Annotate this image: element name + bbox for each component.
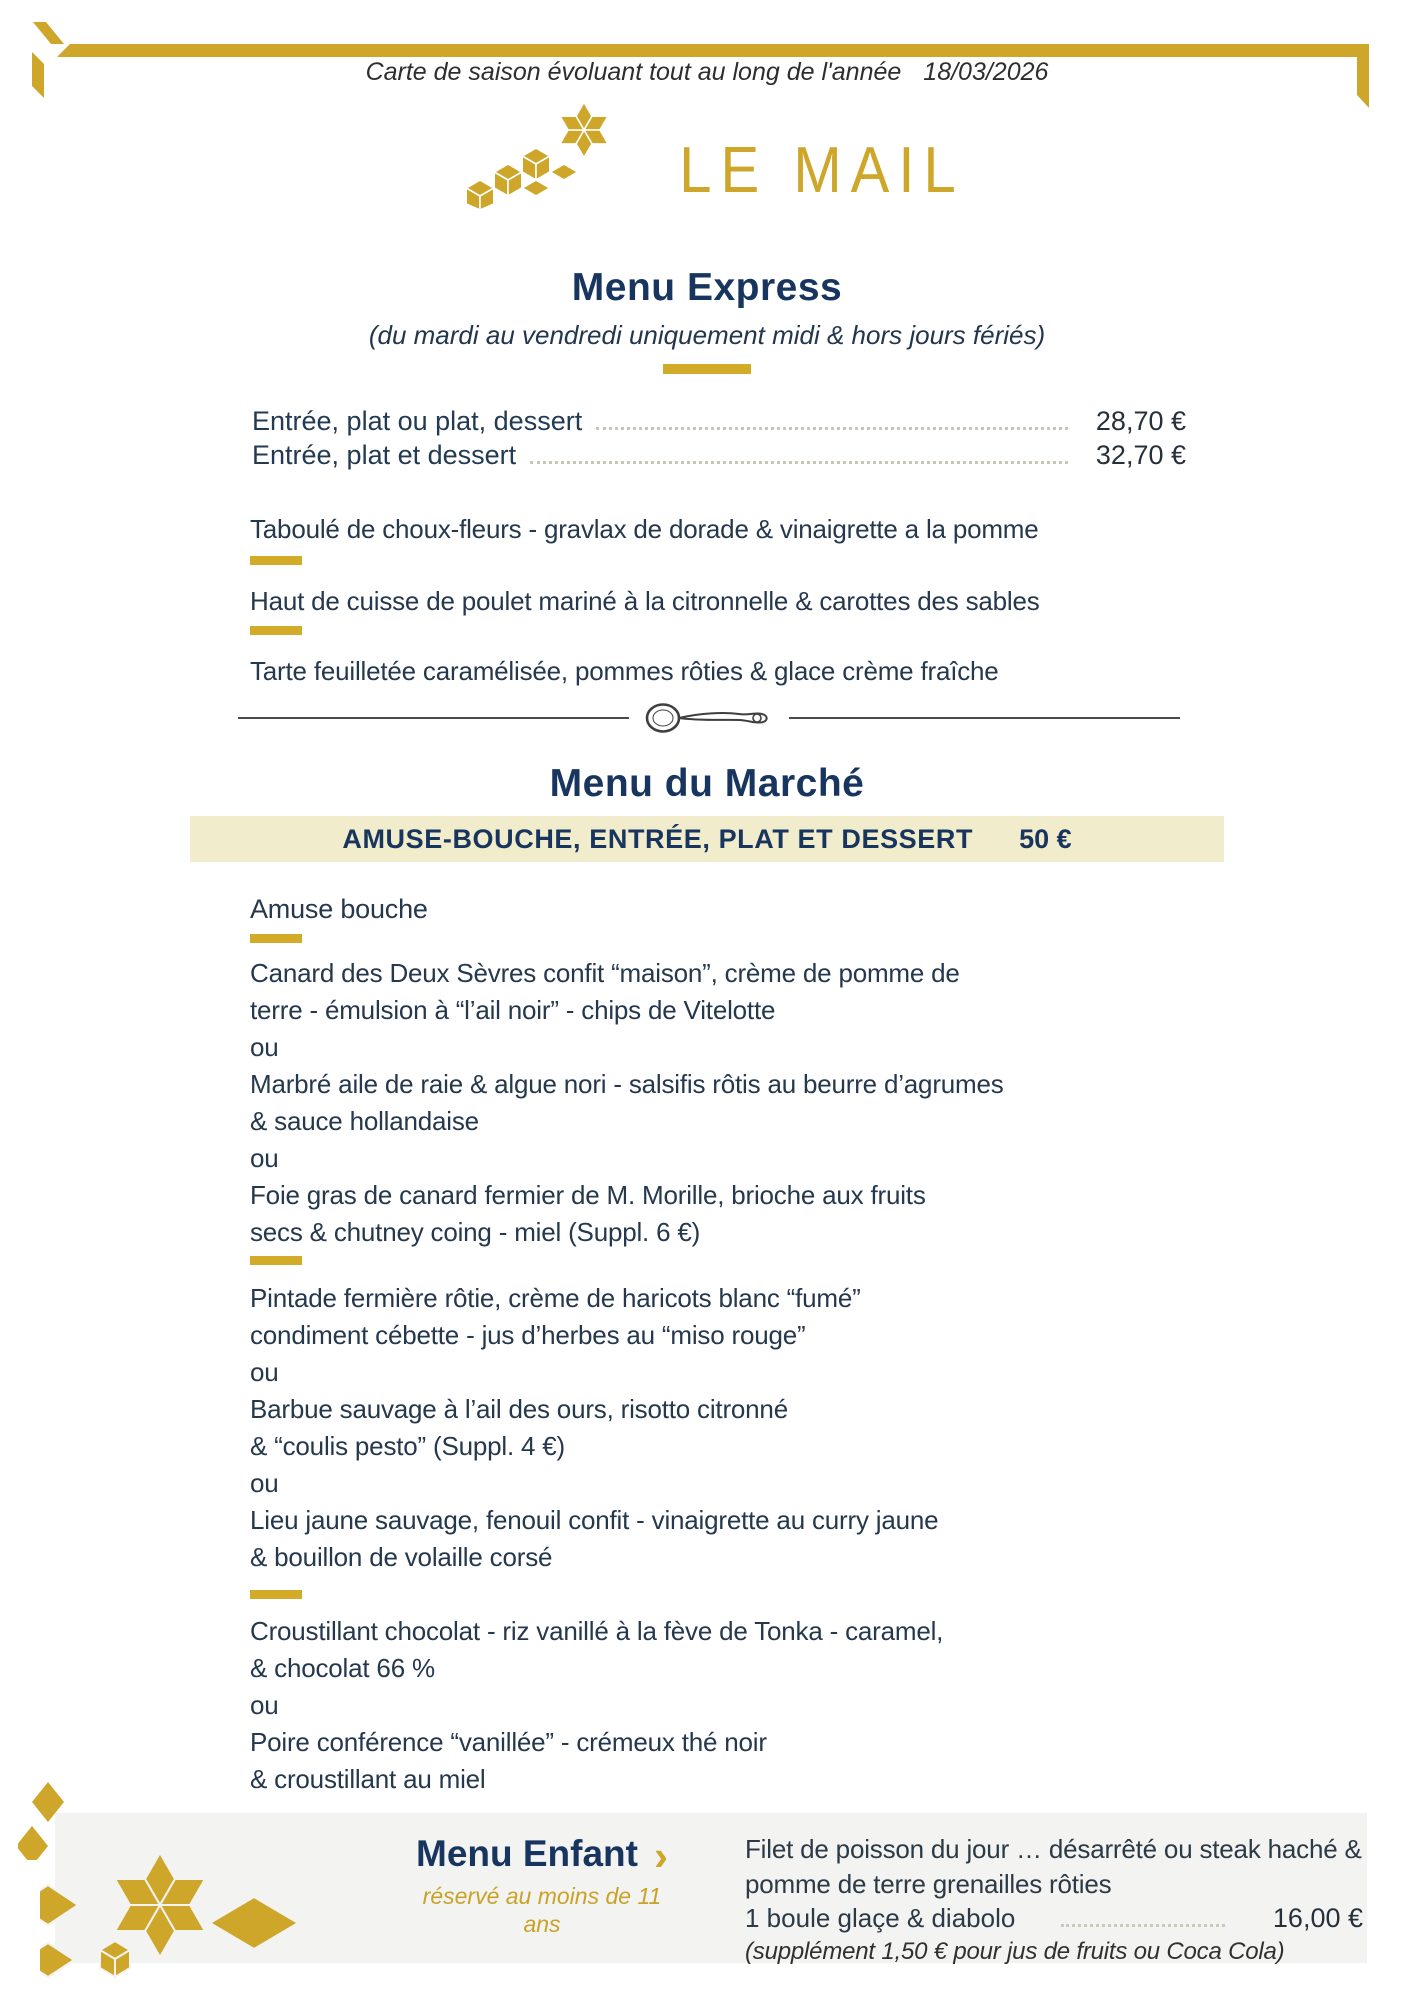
dotted-leader	[530, 460, 1068, 464]
enfant-dish-line: Filet de poisson du jour … désarrêté ou steak haché &	[745, 1834, 1362, 1864]
logo-diamonds-icon	[449, 92, 655, 210]
dessert-line: & chocolat 66 %	[250, 1653, 435, 1683]
menu-enfant-title: Menu Enfant	[416, 1833, 638, 1874]
express-price-row	[252, 406, 1186, 437]
dessert-line: & croustillant au miel	[250, 1764, 486, 1794]
gold-separator	[250, 626, 302, 635]
gold-underline	[663, 364, 751, 374]
banner-label: AMUSE-BOUCHE, ENTRÉE, PLAT ET DESSERT	[342, 823, 974, 854]
express-course: Tarte feuilletée caramélisée, pommes rôties & glace crème fraîche	[250, 656, 999, 686]
dessert-line: Poire conférence “vanillée” - crémeux thé noir	[250, 1727, 767, 1757]
menu-enfant-note: réservé au moins de 11 ans	[422, 1883, 662, 1937]
starter-line: Foie gras de canard fermier de M. Morille, brioche aux fruits	[250, 1180, 926, 1210]
starter-line: & sauce hollandaise	[250, 1106, 479, 1136]
main-line: Barbue sauvage à l’ail des ours, risotto citronné	[250, 1394, 788, 1424]
menu-express-subtitle: (du mardi au vendredi uniquement midi & hors jours fériés)	[368, 320, 1046, 350]
express-price-row	[252, 440, 1186, 471]
enfant-dish-line: pomme de terre grenailles rôties	[745, 1869, 1112, 1899]
season-note: Carte de saison évoluant tout au long de l'année	[365, 58, 902, 86]
starter-line: Canard des Deux Sèvres confit “maison”, crème de pomme de	[250, 958, 960, 988]
or-label: ou	[250, 1468, 279, 1498]
spoon-divider-icon	[643, 700, 775, 736]
or-label: ou	[250, 1690, 279, 1720]
enfant-supplement: (supplément 1,50 € pour jus de fruits ou Coca Cola)	[745, 1938, 1285, 1965]
main-line: & “coulis pesto” (Suppl. 4 €)	[250, 1431, 566, 1461]
price-label: Entrée, plat et dessert	[252, 440, 517, 470]
dotted-leader	[596, 426, 1068, 430]
logo	[0, 92, 1414, 210]
gold-separator	[250, 934, 302, 943]
divider-line	[238, 717, 629, 719]
gold-separator	[250, 556, 302, 565]
banner-price: 50 €	[1019, 823, 1072, 854]
or-label: ou	[250, 1032, 279, 1062]
price-label: Entrée, plat ou plat, dessert	[252, 406, 583, 436]
main-line: condiment cébette - jus d’herbes au “miso rouge”	[250, 1320, 806, 1350]
starter-line: terre - émulsion à “l’ail noir” - chips de Vitelotte	[250, 995, 776, 1025]
amuse-bouche: Amuse bouche	[250, 894, 428, 924]
or-label: ou	[250, 1357, 279, 1387]
starter-line: Marbré aile de raie & algue nori - salsifis rôtis au beurre d’agrumes	[250, 1069, 1004, 1099]
menu-enfant-header	[292, 1832, 792, 1880]
section-divider	[238, 700, 1180, 736]
gold-separator	[250, 1256, 302, 1265]
divider-line	[789, 717, 1180, 719]
dessert-line: Croustillant chocolat - riz vanillé à la fève de Tonka - caramel,	[250, 1616, 944, 1646]
main-line: & bouillon de volaille corsé	[250, 1542, 553, 1572]
enfant-dessert-label: 1 boule glaçe & diabolo	[745, 1903, 1016, 1933]
enfant-star-decoration-icon	[40, 1845, 320, 1982]
price-value: 32,70 €	[1095, 440, 1186, 470]
or-label: ou	[250, 1143, 279, 1173]
menu-date: 18/03/2026	[923, 58, 1049, 86]
price-value: 28,70 €	[1095, 406, 1186, 436]
menu-express-title: Menu Express	[571, 266, 843, 309]
express-course: Taboulé de choux-fleurs - gravlax de dorade & vinaigrette a la pomme	[250, 514, 1039, 544]
enfant-price-row	[745, 1903, 1363, 1934]
gold-separator	[250, 1590, 302, 1599]
express-course: Haut de cuisse de poulet mariné à la citronnelle & carottes des sables	[250, 586, 1040, 616]
menu-du-marche-title: Menu du Marché	[549, 762, 865, 805]
main-line: Lieu jaune sauvage, fenouil confit - vinaigrette au curry jaune	[250, 1505, 939, 1535]
enfant-price: 16,00 €	[1272, 1903, 1363, 1933]
chevron-right-icon: ›	[653, 1832, 668, 1879]
marche-banner	[190, 816, 1224, 862]
starter-line: secs & chutney coing - miel (Suppl. 6 €)	[250, 1217, 701, 1247]
dotted-leader	[1061, 1923, 1225, 1927]
header-note	[0, 58, 1414, 87]
brand-wordmark: LE MAIL	[679, 133, 965, 207]
main-line: Pintade fermière rôtie, crème de haricots blanc “fumé”	[250, 1283, 861, 1313]
